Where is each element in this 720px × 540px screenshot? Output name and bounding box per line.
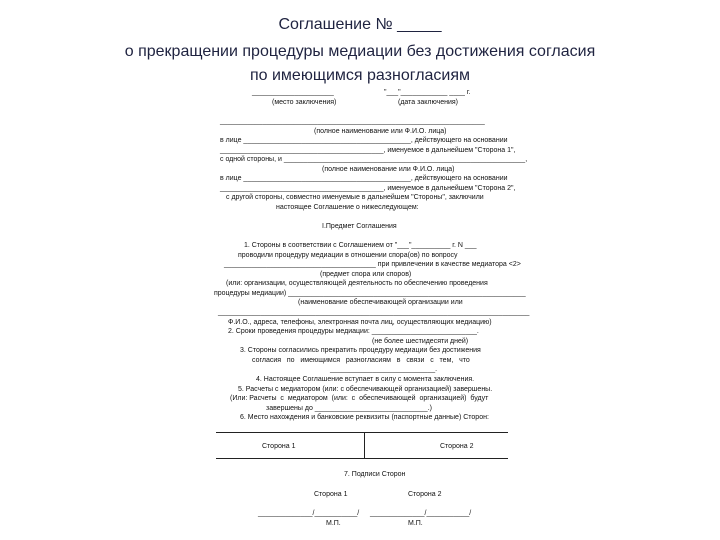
- one-side-line: с одной стороны, и ______________________________________________________________,: [220, 156, 528, 163]
- signature-party2-label: Сторона 2: [408, 491, 442, 498]
- clause2-line: 2. Сроки проведения процедуры медиации: ___________________________.: [228, 328, 479, 335]
- party1-representative-line: в лице ___________________________________________, действующего на основании: [220, 137, 508, 144]
- document-title-line-2: о прекращении процедуры медиации без достижения согласия: [124, 43, 596, 60]
- concluded-line: настоящее Соглашение о нижеследующем:: [276, 204, 419, 211]
- clause1-line2: проводили процедуру медиации в отношении спора(ов) по вопросу: [238, 252, 458, 259]
- party2-hereinafter-line: __________________________________________, именуемое в дальнейшем "Сторона 2",: [220, 185, 516, 192]
- clause1-line3: _______________________________________ при привлечении в качестве медиатора <2>: [224, 261, 521, 268]
- section-heading: I.Предмет Соглашения: [322, 223, 397, 230]
- party2-name-caption: (полное наименование или Ф.И.О. лица): [322, 166, 455, 173]
- signature-line-1: ______________/___________/: [258, 510, 360, 517]
- clause4-line: 4. Настоящее Соглашение вступает в силу с момента заключения.: [256, 376, 475, 383]
- clause2-caption: (не более шестидесяти дней): [372, 338, 469, 345]
- requisites-bottom-rule: [216, 458, 508, 459]
- date-line: "___"____________ ____ г.: [384, 89, 471, 96]
- clause1-caption2: (наименование обеспечивающей организации или: [298, 299, 463, 306]
- clause3-line1: 3. Стороны согласились прекратить процедуру медиации без достижения: [240, 347, 481, 354]
- clause1-line6: ________________________________________________________________________________: [218, 309, 530, 316]
- date-caption: (дата заключения): [398, 99, 458, 106]
- clause3-line2: согласия по имеющимся разногласиям в связи с тем, что: [252, 357, 470, 364]
- clause1-line7: Ф.И.О., адреса, телефоны, электронная почта лиц, осуществляющих медиацию): [228, 319, 492, 326]
- requisites-top-rule: [216, 432, 508, 433]
- clause5-line1: 5. Расчеты с медиатором (или: с обеспечивающей организацией) завершены.: [238, 386, 493, 393]
- seal-2: М.П.: [408, 520, 423, 527]
- clause5-line3: завершены до _____________________________.): [266, 405, 432, 412]
- clause1-line5: процедуры медиации) _____________________________________________________________: [214, 290, 526, 297]
- signatures-heading: 7. Подписи Сторон: [344, 471, 406, 478]
- clause1-line4: (или: организации, осуществляющей деятельность по обеспечению проведения: [226, 280, 488, 287]
- party1-name-caption: (полное наименование или Ф.И.О. лица): [314, 128, 447, 135]
- signature-line-2: ______________/___________/: [370, 510, 472, 517]
- requisites-divider: [364, 432, 365, 458]
- document-title-line-1: Соглашение № _____: [278, 16, 442, 33]
- other-side-line: с другой стороны, совместно именуемые в дальнейшем "Стороны", заключили: [226, 194, 484, 201]
- requisites-party2: Сторона 2: [440, 443, 474, 450]
- place-caption: (место заключения): [272, 99, 337, 106]
- clause3-line3: ___________________________.: [330, 366, 438, 373]
- party1-name-line: ____________________________________________________________________: [220, 118, 485, 125]
- party1-hereinafter-line: __________________________________________, именуемое в дальнейшем "Сторона 1",: [220, 147, 516, 154]
- clause1-line1: 1. Стороны в соответствии с Соглашением от "___"__________ г. N ___: [244, 242, 477, 249]
- place-underline: _____________________: [252, 89, 334, 96]
- requisites-party1: Сторона 1: [262, 443, 296, 450]
- clause1-caption: (предмет спора или споров): [320, 271, 412, 278]
- party2-representative-line: в лице ___________________________________________, действующего на основании: [220, 175, 508, 182]
- clause6-line: 6. Место нахождения и банковские реквизиты (паспортные данные) Сторон:: [240, 414, 489, 421]
- document-title-line-3: по имеющимся разногласиям: [249, 67, 471, 84]
- signature-party1-label: Сторона 1: [314, 491, 348, 498]
- seal-1: М.П.: [326, 520, 341, 527]
- clause5-line2: (Или: Расчеты с медиатором (или: с обеспечивающей организацией) будут: [230, 395, 489, 402]
